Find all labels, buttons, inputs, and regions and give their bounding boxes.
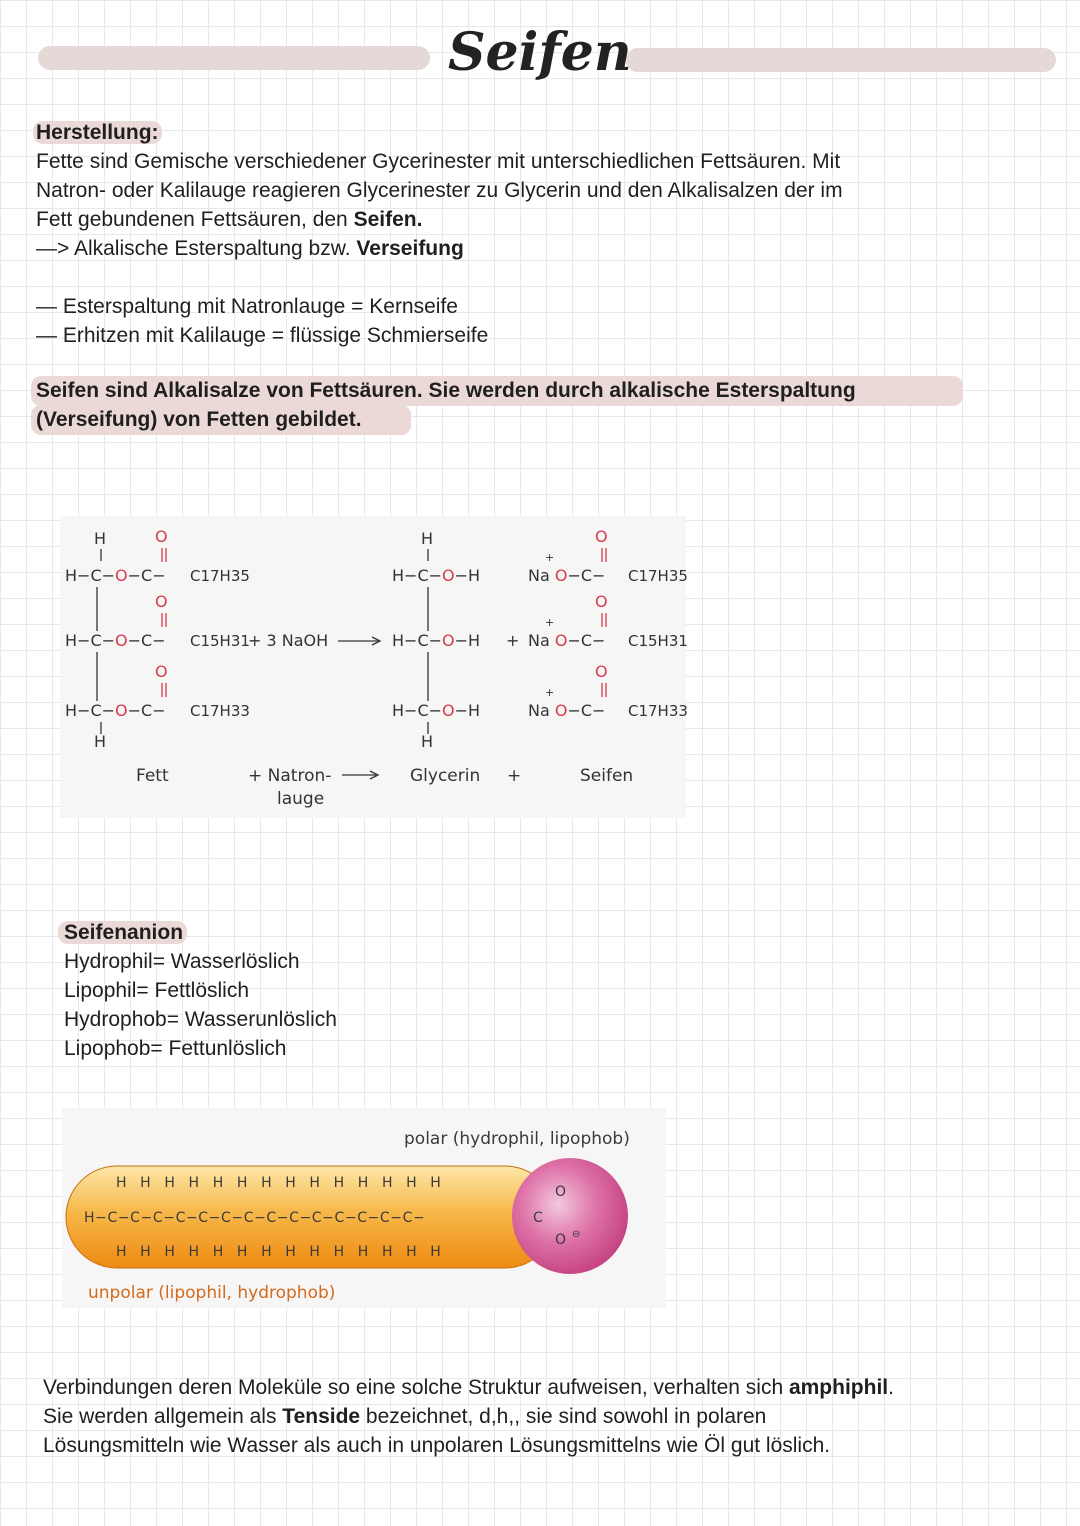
svg-text:H H H H H H H H H H H H H H: H H H H H H H H H H H H H H [116, 1175, 446, 1191]
bullet-kernseife: — Esterspaltung mit Natronlauge = Kernseife [36, 295, 458, 318]
svg-text:O: O [555, 1232, 567, 1248]
bullet-schmierseife: — Erhitzen mit Kalilauge = flüssige Schmierseife [36, 324, 489, 347]
fat-chain-1: C17H35 [190, 567, 250, 585]
herstellung-line-4: —> Alkalische Esterspaltung bzw. Verseifung [36, 237, 464, 260]
conclusion-line-1: Verbindungen deren Moleküle so eine solche Struktur aufweisen, verhalten sich amphiphil. [43, 1376, 894, 1399]
herstellung-line-1: Fette sind Gemische verschiedener Gycerinester mit unterschiedlichen Fettsäuren. Mit [36, 150, 841, 173]
svg-text:H H H H H H H H H H H H H H: H H H H H H H H H H H H H H [116, 1244, 446, 1260]
svg-text:Na O−C−: Na O−C− [528, 701, 606, 720]
svg-text:H−C−O−C−: H−C−O−C− [65, 566, 166, 585]
herstellung-line-2: Natron- oder Kalilauge reagieren Glycerinester zu Glycerin und den Alkalisalzen der im [36, 179, 843, 202]
conclusion-line-2: Sie werden allgemein als Tenside bezeichnet, d,h,, sie sind sowohl in polaren [43, 1405, 767, 1428]
herstellung-heading: Herstellung: [33, 121, 162, 144]
svg-text:H−C−O−H: H−C−O−H [392, 701, 481, 720]
seifenanion-item: Hydrophob= Wasserunlöslich [64, 1008, 337, 1031]
label-natron: + Natron- [248, 766, 332, 786]
svg-text:H: H [421, 732, 434, 751]
label-fett: Fett [136, 766, 169, 786]
label-plus: + [507, 766, 522, 786]
svg-text:C: C [533, 1210, 543, 1226]
fat-chain-3: C17H33 [190, 702, 250, 720]
svg-text:Na O−C−: Na O−C− [528, 566, 606, 585]
svg-text:H−C−O−C−: H−C−O−C− [65, 631, 166, 650]
svg-text:+: + [545, 616, 555, 629]
svg-text:O: O [595, 592, 608, 611]
conclusion-line-3: Lösungsmitteln wie Wasser als auch in unpolaren Lösungsmittelns wie Öl gut löslich. [43, 1434, 831, 1457]
soap-chain-2: C15H31 [628, 632, 688, 650]
seifenanion-item: Hydrophil= Wasserlöslich [64, 950, 300, 973]
svg-text:O: O [595, 662, 608, 681]
label-glycerin: Glycerin [410, 766, 481, 786]
svg-text:H−C−O−C−: H−C−O−C− [65, 701, 166, 720]
conclusion [43, 1373, 894, 1460]
svg-text:H: H [94, 732, 107, 751]
svg-text:O: O [155, 662, 168, 681]
svg-text:H: H [421, 529, 434, 548]
svg-text:O: O [555, 1184, 567, 1200]
label-seifen: Seifen [580, 766, 634, 786]
soap-chain-3: C17H33 [628, 702, 688, 720]
seifenanion-item: Lipophil= Fettlöslich [64, 979, 250, 1002]
reagent-naoh: + 3 NaOH [248, 631, 329, 650]
svg-text:O: O [155, 527, 168, 546]
soap-chain-1: C17H35 [628, 567, 688, 585]
unpolar-label: unpolar (lipophil, hydrophob) [88, 1283, 336, 1303]
svg-text:H−C−C−C−C−C−C−C−C−C−C−C−C−C−C−: H−C−C−C−C−C−C−C−C−C−C−C−C−C−C− [84, 1210, 426, 1226]
svg-text:O: O [595, 527, 608, 546]
seifenanion-heading: Seifenanion [58, 921, 187, 944]
label-lauge: lauge [277, 789, 325, 809]
svg-text:H−C−O−H: H−C−O−H [392, 631, 481, 650]
svg-text:H−C−O−H: H−C−O−H [392, 566, 481, 585]
herstellung-line-3: Fett gebundenen Fettsäuren, den Seifen. [36, 208, 423, 231]
svg-text:+: + [545, 686, 555, 699]
fat-chain-2: C15H31 [190, 632, 250, 650]
svg-text:Na O−C−: Na O−C− [528, 631, 606, 650]
polar-label: polar (hydrophil, lipophob) [404, 1129, 630, 1149]
page-title: Seifen [448, 22, 632, 83]
seifenanion-item: Lipophob= Fettunlöslich [64, 1037, 287, 1060]
svg-text:⊖: ⊖ [572, 1229, 581, 1240]
svg-text:O: O [155, 592, 168, 611]
summary-line-1: Seifen sind Alkalisalze von Fettsäuren. Sie werden durch alkalische Esterspaltung [36, 379, 856, 402]
summary-line-2: (Verseifung) von Fetten gebildet. [36, 408, 362, 431]
svg-text:+: + [506, 631, 520, 650]
svg-text:+: + [545, 551, 555, 564]
svg-text:H: H [94, 529, 107, 548]
